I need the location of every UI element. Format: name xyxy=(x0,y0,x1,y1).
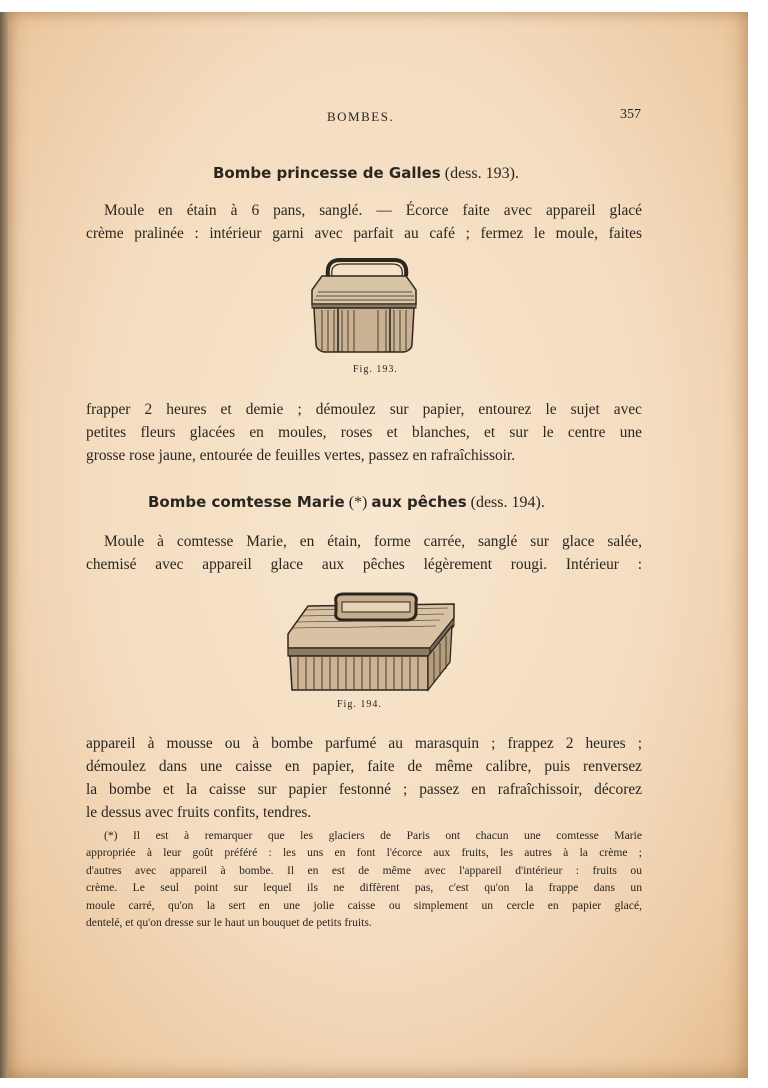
footnote-line: appropriée à leur goût préféré : les uns en font l'écorce aux fruits, les autres à la crème ; xyxy=(86,846,642,860)
title-ref: (dess. 193). xyxy=(440,165,519,182)
footnote-line: moule carré, qu'on la sert en une jolie caisse ou simplement un cercle en papier glacé, xyxy=(86,898,642,912)
title-bold-a: Bombe comtesse Marie xyxy=(148,493,345,511)
figure-caption-193: Fig. 193. xyxy=(353,364,398,375)
octagonal-mould-illustration xyxy=(308,254,420,358)
footnote-line: crème. Le seul point sur lequel ils ne diffèrent pas, c'est qu'on la frappe dans un xyxy=(86,881,642,895)
text-line: appareil à mousse ou à bombe parfumé au marasquin ; frappez 2 heures ; xyxy=(86,735,642,752)
text-line: petites fleurs glacées en moules, roses et blanches, et sur le centre une xyxy=(86,424,642,441)
footnote-line: (*) Il est à remarquer que les glaciers de Paris ont chacun une comtesse Marie xyxy=(104,829,642,842)
paragraph-comtesse-continued xyxy=(86,732,642,824)
text-line: crème pralinée : intérieur garni avec parfait au café ; fermez le moule, faites xyxy=(86,225,642,242)
section-title-princesse xyxy=(213,164,519,183)
square-mould-illustration xyxy=(284,590,458,694)
section-title-comtesse xyxy=(148,493,545,512)
text-line: Moule à comtesse Marie, en étain, forme carrée, sanglé sur glace salée, xyxy=(104,533,642,550)
text-line: chemisé avec appareil glace aux pêches légèrement rougi. Intérieur : xyxy=(86,556,642,573)
running-head: BOMBES. xyxy=(327,109,395,124)
footnote-line: d'autres avec appareil à bombe. Il en est de même avec l'appareil d'intérieur : fruits ou xyxy=(86,863,642,877)
text-line: le dessus avec fruits confits, tendres. xyxy=(86,804,312,821)
paragraph-comtesse-intro xyxy=(86,530,642,576)
text-line: frapper 2 heures et demie ; démoulez sur papier, entourez le sujet avec xyxy=(86,401,642,418)
figure-caption-194: Fig. 194. xyxy=(337,699,382,710)
text-line: la bombe et la caisse sur papier festonné ; passez en rafraîchissoir, décorez xyxy=(86,781,642,798)
paragraph-princesse-intro xyxy=(86,199,642,245)
footnote-marker: (*) xyxy=(344,494,372,511)
paragraph-princesse-continued xyxy=(86,398,642,467)
text-line: Moule en étain à 6 pans, sanglé. — Écorce faite avec appareil glacé xyxy=(104,202,642,219)
text-line: démoulez dans une caisse en papier, faite de même calibre, puis renversez xyxy=(86,758,642,775)
page-number: 357 xyxy=(620,107,641,122)
text-line: grosse rose jaune, entourée de feuilles vertes, passez en rafraîchissoir. xyxy=(86,447,516,464)
title-bold: Bombe princesse de Galles xyxy=(213,164,441,182)
footnote-line: dentelé, et qu'on dresse sur le haut un bouquet de petits fruits. xyxy=(86,916,372,930)
title-ref: (dess. 194). xyxy=(466,494,545,511)
footnote xyxy=(86,827,642,931)
title-bold-b: aux pêches xyxy=(371,493,467,511)
